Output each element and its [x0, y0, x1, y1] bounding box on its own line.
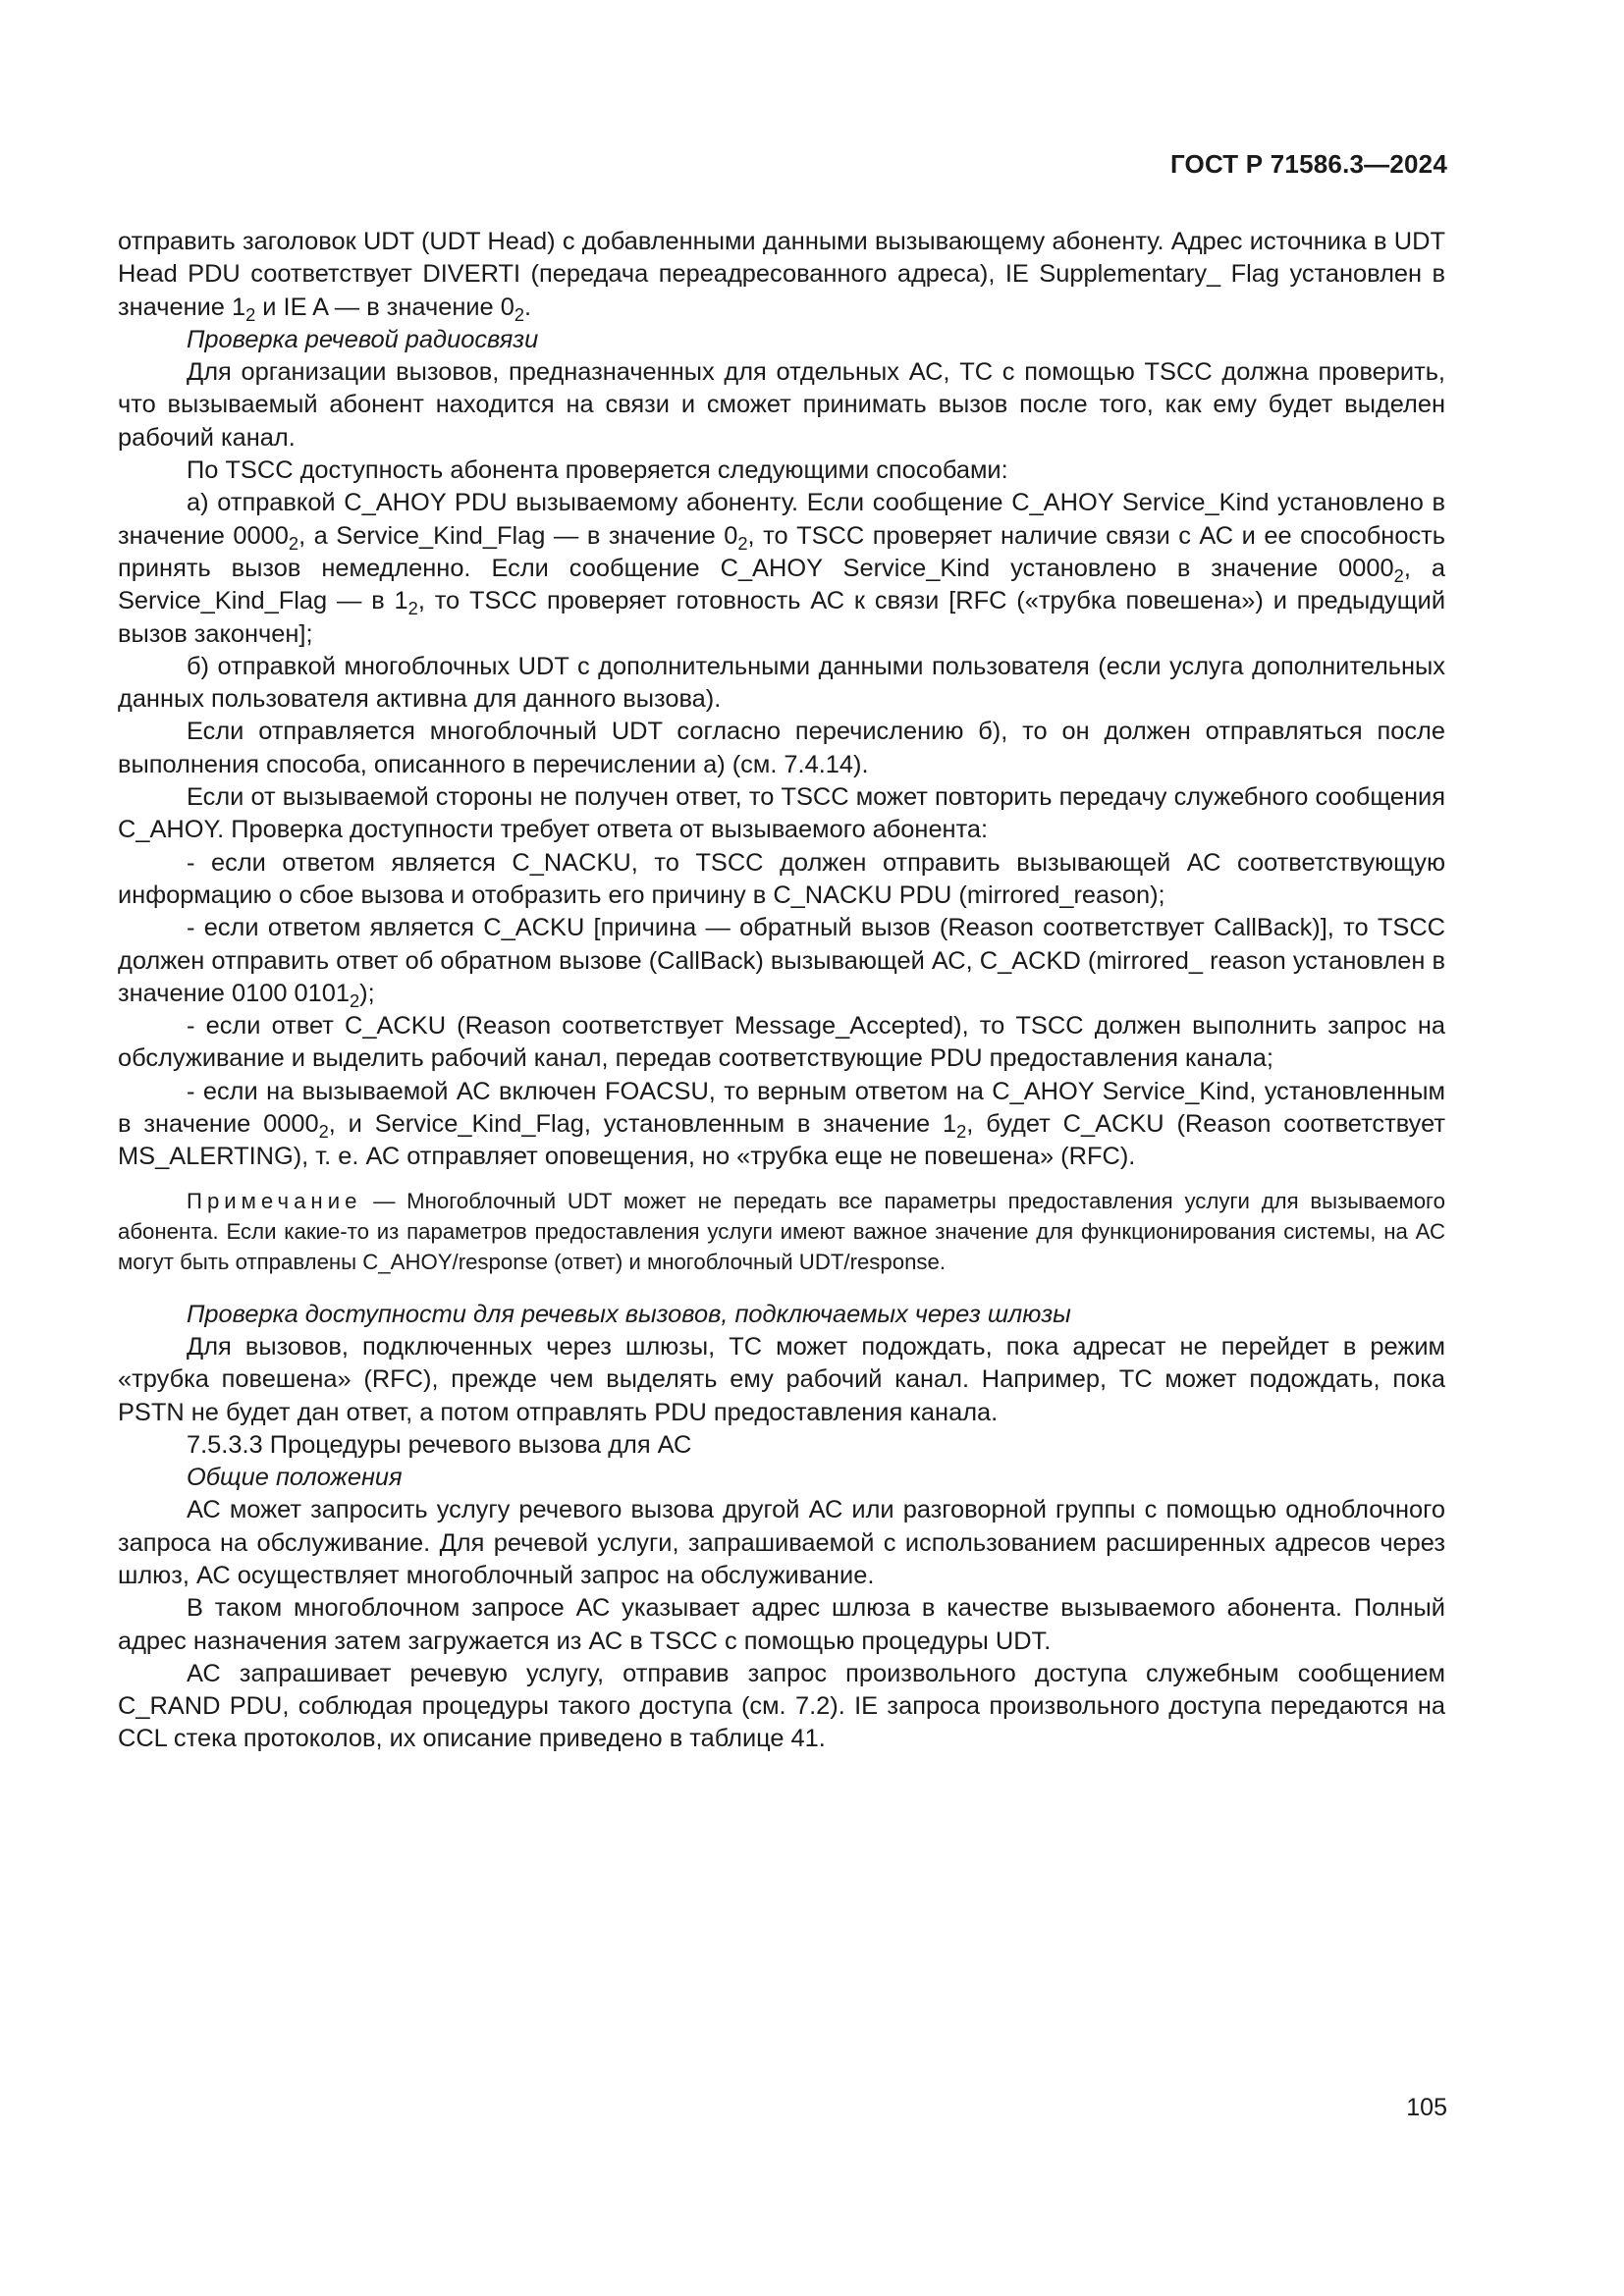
list-item: - если ответ C_ACKU (Reason соответствует Message_Accepted), то TSCC должен выполнить запрос на обслуживание и выделить рабочий канал, передав соответствующие PDU предоставления канала;	[118, 1012, 1445, 1073]
paragraph: отправить заголовок UDT (UDT Head) с добавленными данными вызывающему абоненту. Адрес источника в UDT Head PDU соответствует DIVERTI (передача переадресованного адреса), IE Supplementary_ Flag установлен в значение $1_2$ и IE A — в значение $0_2$.	[118, 228, 1445, 325]
list-item: - если на вызываемой АС включен FOACSU, то верным ответом на C_AHOY Service_Kind, установленным в значение $0000_2$, и Service_Kind_Flag, установленным в значение $1_2$, будет C_ACKU (Reason соответствует MS_ALERTING), т. е. АС отправляет оповещения, но «трубка еще не повешена» (RFC).	[118, 1077, 1445, 1171]
paragraph: Если отправляется многоблочный UDT согласно перечислению б), то он должен отправляться после выполнения способа, описанного в перечислении а) (см. 7.4.14).	[118, 718, 1445, 778]
paragraph: АС запрашивает речевую услугу, отправив запрос произвольного доступа служебным сообщением C_RAND PDU, соблюдая процедуры такого доступа (см. 7.2). IE запроса произвольного доступа передаются на CCL стека протоколов, их описание приведено в таблице 41.	[118, 1659, 1445, 1753]
list-item: - если ответом является C_ACKU [причина — обратный вызов (Reason соответствует CallBack)], то TSCC должен отправить ответ об обратном вызове (CallBack) вызывающей АС, C_ACKD (mirrored_ reason установлен в значение 0100 $0101_2$);	[118, 914, 1445, 1011]
page-number: 105	[1406, 2094, 1447, 2121]
section-heading: Проверка доступности для речевых вызовов, подключаемых через шлюзы	[187, 1300, 1071, 1328]
list-item: а) отправкой C_AHOY PDU вызываемому абоненту. Если сообщение C_AHOY Service_Kind установлено в значение $0000_2$, а Service_Kind_Flag — в значение $0_2$, то TSCC проверяет наличие связи с АС и ее способность принять вызов немедленно. Если сообщение C_AHOY Service_Kind установлено в значение $0000_2$, а Service_Kind_Flag — в $1_2$, то TSCC проверяет готовность АС к связи [RFC («трубка повешена») и предыдущий вызов закончен];	[118, 489, 1446, 648]
section-heading: Общие положения	[187, 1464, 403, 1492]
list-item: - если ответом является C_NACKU, то TSCC должен отправить вызывающей АС соответствующую информацию о сбое вызова и отобразить его причину в C_NACKU PDU (mirrored_reason);	[118, 848, 1445, 909]
paragraph: Для вызовов, подключенных через шлюзы, ТС может подождать, пока адресат не перейдет в режим «трубка повешена» (RFC), прежде чем выделять ему рабочий канал. Например, ТС может подождать, пока PSTN не будет дан ответ, а потом отправлять PDU предоставления канала.	[118, 1332, 1445, 1426]
list-item: б) отправкой многоблочных UDT с дополнительными данными пользователя (если услуга дополнительных данных пользователя активна для данного вызова).	[118, 652, 1445, 714]
paragraph: Если от вызываемой стороны не получен ответ, то TSCC может повторить передачу служебного сообщения C_AHOY. Проверка доступности требует ответа от вызываемого абонента:	[118, 783, 1445, 844]
note-text: — Многоблочный UDT может не передать все параметры предоставления услуги для вызываемого абонента. Если какие-то из параметров предоставления услуги имеют важное значение для функционирования системы, на АС могут быть отправлены C_AHOY/response (ответ) и многоблочный UDT/response.	[118, 1188, 1445, 1274]
paragraph: Для организации вызовов, предназначенных для отдельных АС, ТС с помощью TSCC должна проверить, что вызываемый абонент находится на связи и сможет принимать вызов после того, как ему будет выделен рабочий канал.	[118, 358, 1445, 452]
subsection-heading: 7.5.3.3 Процедуры речевого вызова для АС	[187, 1430, 692, 1459]
note-label: Примечание	[187, 1188, 362, 1213]
paragraph: В таком многоблочном запросе АС указывает адрес шлюза в качестве вызываемого абонента. Полный адрес назначения затем загружается из АС в TSCC с помощью процедуры UDT.	[118, 1594, 1445, 1655]
paragraph: По TSCC доступность абонента проверяется следующими способами:	[187, 456, 1008, 485]
note	[118, 1186, 1445, 1277]
section-heading: Проверка речевой радиосвязи	[187, 325, 539, 353]
paragraph: АС может запросить услугу речевого вызова другой АС или разговорной группы с помощью одноблочного запроса на обслуживание. Для речевой услуги, запрашиваемой с использованием расширенных адресов через шлюз, АС осуществляет многоблочный запрос на обслуживание.	[118, 1496, 1445, 1589]
document-header: ГОСТ Р 71586.3—2024	[1169, 149, 1447, 179]
document-body	[118, 226, 1445, 1756]
